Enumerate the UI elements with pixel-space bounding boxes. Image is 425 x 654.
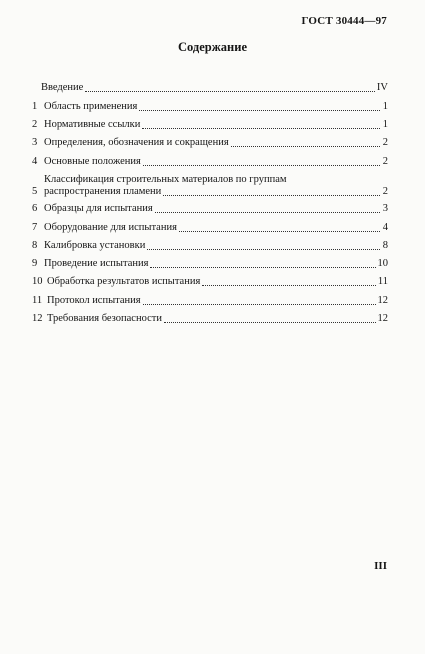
- toc-entry-title: Область применения: [44, 101, 138, 112]
- toc-dot-leader: [155, 211, 380, 213]
- toc-entry: [32, 119, 388, 131]
- toc-dot-leader: [164, 321, 376, 323]
- toc-entry-number: 7: [32, 222, 38, 233]
- toc-entry-page: IV: [376, 82, 388, 93]
- toc-entry-page: 1: [382, 119, 388, 130]
- toc-dot-leader: [142, 127, 380, 129]
- toc-entry-page: 11: [377, 276, 388, 287]
- toc-dot-leader: [85, 90, 375, 92]
- toc-entry-number: 12: [32, 313, 43, 324]
- toc-entry-title: Протокол испытания: [47, 295, 141, 306]
- toc-entry-page: 3: [382, 203, 388, 214]
- toc-entry: [32, 313, 388, 325]
- toc-entry-title-continuation: распространения пламени: [44, 186, 162, 197]
- toc-entry-number: 11: [32, 295, 43, 306]
- toc-entry-title: Нормативные ссылки: [44, 119, 141, 130]
- toc-entry: [32, 203, 388, 215]
- toc-entry-number: 6: [32, 203, 38, 214]
- toc-entry-title: Проведение испытания: [44, 258, 149, 269]
- toc-entry-page: 2: [382, 156, 388, 167]
- toc-entry-page: 4: [382, 222, 388, 233]
- toc-entry-page: 2: [382, 137, 388, 148]
- toc-entry-number: 3: [32, 137, 38, 148]
- toc-entry-number: 10: [32, 276, 43, 287]
- toc-entry: [32, 276, 388, 288]
- document-standard-header: ГОСТ 30444—97: [301, 15, 387, 27]
- toc-entry: [32, 101, 388, 113]
- toc-entry-title: Введение: [41, 82, 84, 93]
- toc-dot-leader: [163, 194, 380, 196]
- toc-entry-number: 1: [32, 101, 38, 112]
- toc-entry-number: 9: [32, 258, 38, 269]
- toc-entry-title: Основные положения: [44, 156, 141, 167]
- toc-entry-title: Требования безопасности: [47, 313, 162, 324]
- toc-entry: [32, 258, 388, 270]
- page-number: III: [374, 560, 387, 572]
- toc-entry-title: Калибровка установки: [44, 240, 146, 251]
- toc-dot-leader: [143, 164, 380, 166]
- toc-entry-page: 8: [382, 240, 388, 251]
- toc-entry: [32, 240, 388, 252]
- toc-entry: [32, 174, 388, 198]
- toc-dot-leader: [231, 145, 380, 147]
- toc-entry-number: 4: [32, 156, 38, 167]
- toc-entry-page: 12: [377, 295, 388, 306]
- toc-entry: [32, 156, 388, 168]
- toc-entry: [32, 295, 388, 307]
- toc-dot-leader: [179, 230, 380, 232]
- toc-entry-page: 12: [377, 313, 388, 324]
- toc-entry: [32, 82, 388, 94]
- toc-entry-page: 1: [382, 101, 388, 112]
- toc-entry-number: 2: [32, 119, 38, 130]
- toc-entry-title: Оборудование для испытания: [44, 222, 177, 233]
- toc-dot-leader: [143, 303, 376, 305]
- toc-entry-title: Обработка результатов испытания: [47, 276, 201, 287]
- toc-entry-number: 8: [32, 240, 38, 251]
- toc-entry-page: 10: [377, 258, 388, 269]
- toc-entry-title: Классификация строительных материалов по группам: [44, 174, 287, 185]
- toc-entry: [32, 222, 388, 234]
- toc-entry: [32, 137, 388, 149]
- toc-dot-leader: [147, 248, 380, 250]
- toc-entry-number: 5: [32, 186, 38, 197]
- page-title: Содержание: [177, 40, 247, 54]
- toc-entry-page: 2: [382, 186, 388, 197]
- toc-dot-leader: [202, 284, 376, 286]
- toc-dot-leader: [150, 266, 375, 268]
- toc-entry-title: Образцы для испытания: [44, 203, 153, 214]
- toc-dot-leader: [139, 109, 380, 111]
- toc-entry-title: Определения, обозначения и сокращения: [44, 137, 229, 148]
